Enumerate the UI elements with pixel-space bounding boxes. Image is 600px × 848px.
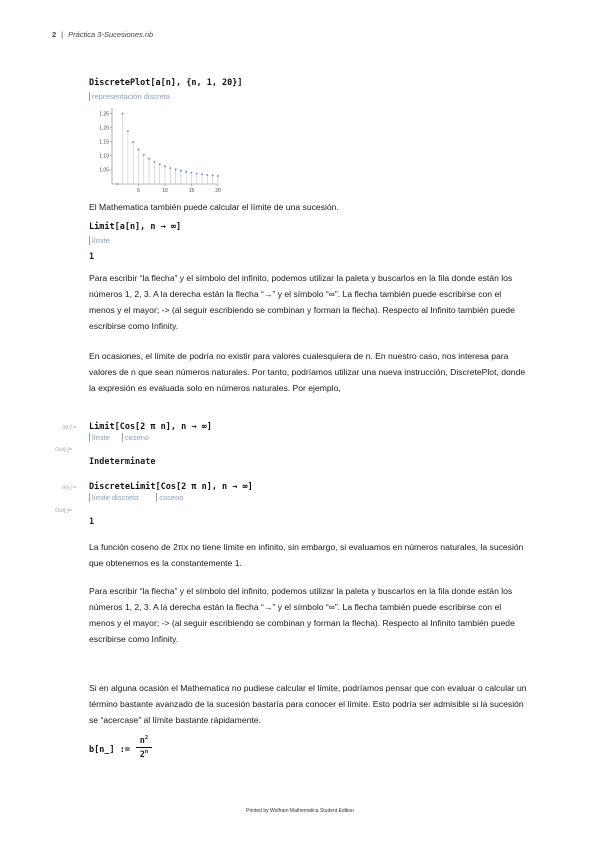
data-point <box>196 173 198 175</box>
y-tick-label: 1.10 <box>99 153 109 160</box>
data-point <box>201 173 203 175</box>
paragraph-limit-intro: El Mathematica también puede calcular el límite de una sucesión. <box>89 202 339 212</box>
code-hint-discreteplot <box>89 92 170 101</box>
paragraph-limit-approx: Si en alguna ocasión el Mathematica no pudiese calcular el límite, podríamos pensar que con evaluar o calcular un término bastante avanzado de la sucesión bastaría para conocer el límite. Esto podría ser admisible si la sucesión se “acercase” al límite bastante rápidamente. <box>89 683 527 725</box>
x-tick-label: 10 <box>162 188 168 194</box>
data-point <box>212 175 214 177</box>
data-point <box>122 113 124 115</box>
out-label: Out[-]= <box>55 508 72 514</box>
paragraph-discreteplot: En ocasiones, el límite de podría no existir para valores cualesquiera de n. En nuestro caso, nos interesa para valores de n que sean números naturales. Por tanto, podríamos utilizar una nueva instrucción, DiscretePlot, donde la expresión es evaluada solo en números naturales. Por ejemplo, <box>89 351 526 393</box>
out-label: Out[-]= <box>55 447 72 453</box>
in-label: In[-]:= <box>62 485 77 491</box>
page-footer: Printed by Wolfram Mathematica Student Edition <box>246 808 354 814</box>
data-point <box>169 167 171 169</box>
data-point <box>154 161 156 163</box>
y-tick-label: 1.20 <box>99 125 109 132</box>
data-point <box>148 158 150 160</box>
discrete-plot <box>88 104 228 194</box>
data-point <box>185 171 187 173</box>
code-hint-limit <box>89 236 110 245</box>
output-indeterminate: Indeterminate <box>89 457 156 467</box>
hint-coseno: coseno <box>156 493 183 502</box>
hint-limite: límite <box>89 236 110 245</box>
paragraph-cosine: La función coseno de 2πx no tiene límite en infinito, sin embargo, si evaluamos en números naturales, la sucesión que obtenemos es la constantemente 1. <box>89 542 524 568</box>
y-tick-label: 1.25 <box>99 111 109 118</box>
fraction-numerator: $n^2$ <box>136 735 152 748</box>
data-point <box>127 130 129 132</box>
x-tick-label: 15 <box>188 188 195 194</box>
code-hints-limit-cos <box>89 433 149 442</box>
data-point <box>132 141 134 143</box>
input-cell-definition-b[interactable] <box>89 745 130 755</box>
definition-lhs: b[n_] := <box>89 745 130 755</box>
output-discretelimit: 1 <box>89 517 95 527</box>
page-number: 2 <box>52 30 57 39</box>
y-tick-label: 1.05 <box>99 167 109 174</box>
data-point <box>180 170 182 172</box>
notebook-title: Práctica 3-Sucesiones.nb <box>68 30 154 39</box>
code-hints-discretelimit <box>89 493 183 502</box>
plot-layer <box>99 108 221 194</box>
data-point <box>159 163 161 165</box>
input-cell-discreteplot[interactable]: DiscretePlot[a[n], {n, 1, 20}] <box>89 78 243 88</box>
in-label: In[-]:= <box>62 425 77 431</box>
hint-representacion: representación discreta <box>89 92 170 101</box>
x-tick-label: 20 <box>215 188 221 194</box>
input-cell-limit[interactable]: Limit[a[n], n → ∞] <box>89 222 182 232</box>
y-tick-label: 1.15 <box>99 139 109 146</box>
data-point <box>207 174 209 176</box>
paragraph-arrow-infinity-repeat: Para escribir “la flecha” y el símbolo del infinito, podemos utilizar la paleta y buscarlos en la fila donde están los números 1, 2, 3. A la derecha están la flecha “→” y el símbolo “∞”. La flecha también puede escribirse con el menos y el mayor; -> (al seguir escribiendo se combinan y forman la flecha). Respecto al Infinito también puede escribirse como Infinity. <box>89 586 515 644</box>
fraction <box>136 735 152 760</box>
fraction-denominator: 2$^n$ <box>139 748 149 760</box>
hint-coseno: coseno <box>122 433 149 442</box>
hint-limite-discreto: límite discreto <box>89 493 138 502</box>
data-point <box>191 172 193 174</box>
data-point <box>116 183 118 185</box>
header-separator: | <box>61 30 64 39</box>
paragraph-arrow-infinity: Para escribir “la flecha” y el símbolo del infinito, podemos utilizar la paleta y buscarlos en la fila donde están los números 1, 2, 3. A la derecha están la flecha “→” y el símbolo “∞”. La flecha también puede escribirse con el menos y el mayor; -> (al seguir escribiendo se combinan y forman la flecha). Respecto al Infinito también puede escribirse como Infinity. <box>89 273 515 331</box>
hint-limite: límite <box>89 433 110 442</box>
data-point <box>175 169 177 171</box>
data-point <box>143 154 145 156</box>
output-limit: 1 <box>89 252 95 262</box>
x-tick-label: 5 <box>137 188 140 194</box>
data-point <box>138 149 140 151</box>
data-point <box>164 165 166 167</box>
input-cell-discretelimit[interactable]: DiscreteLimit[Cos[2 π n], n → ∞] <box>89 482 253 492</box>
input-cell-limit-cos[interactable]: Limit[Cos[2 π n], n → ∞] <box>89 422 212 432</box>
data-point <box>217 175 219 177</box>
page-header <box>52 30 153 39</box>
